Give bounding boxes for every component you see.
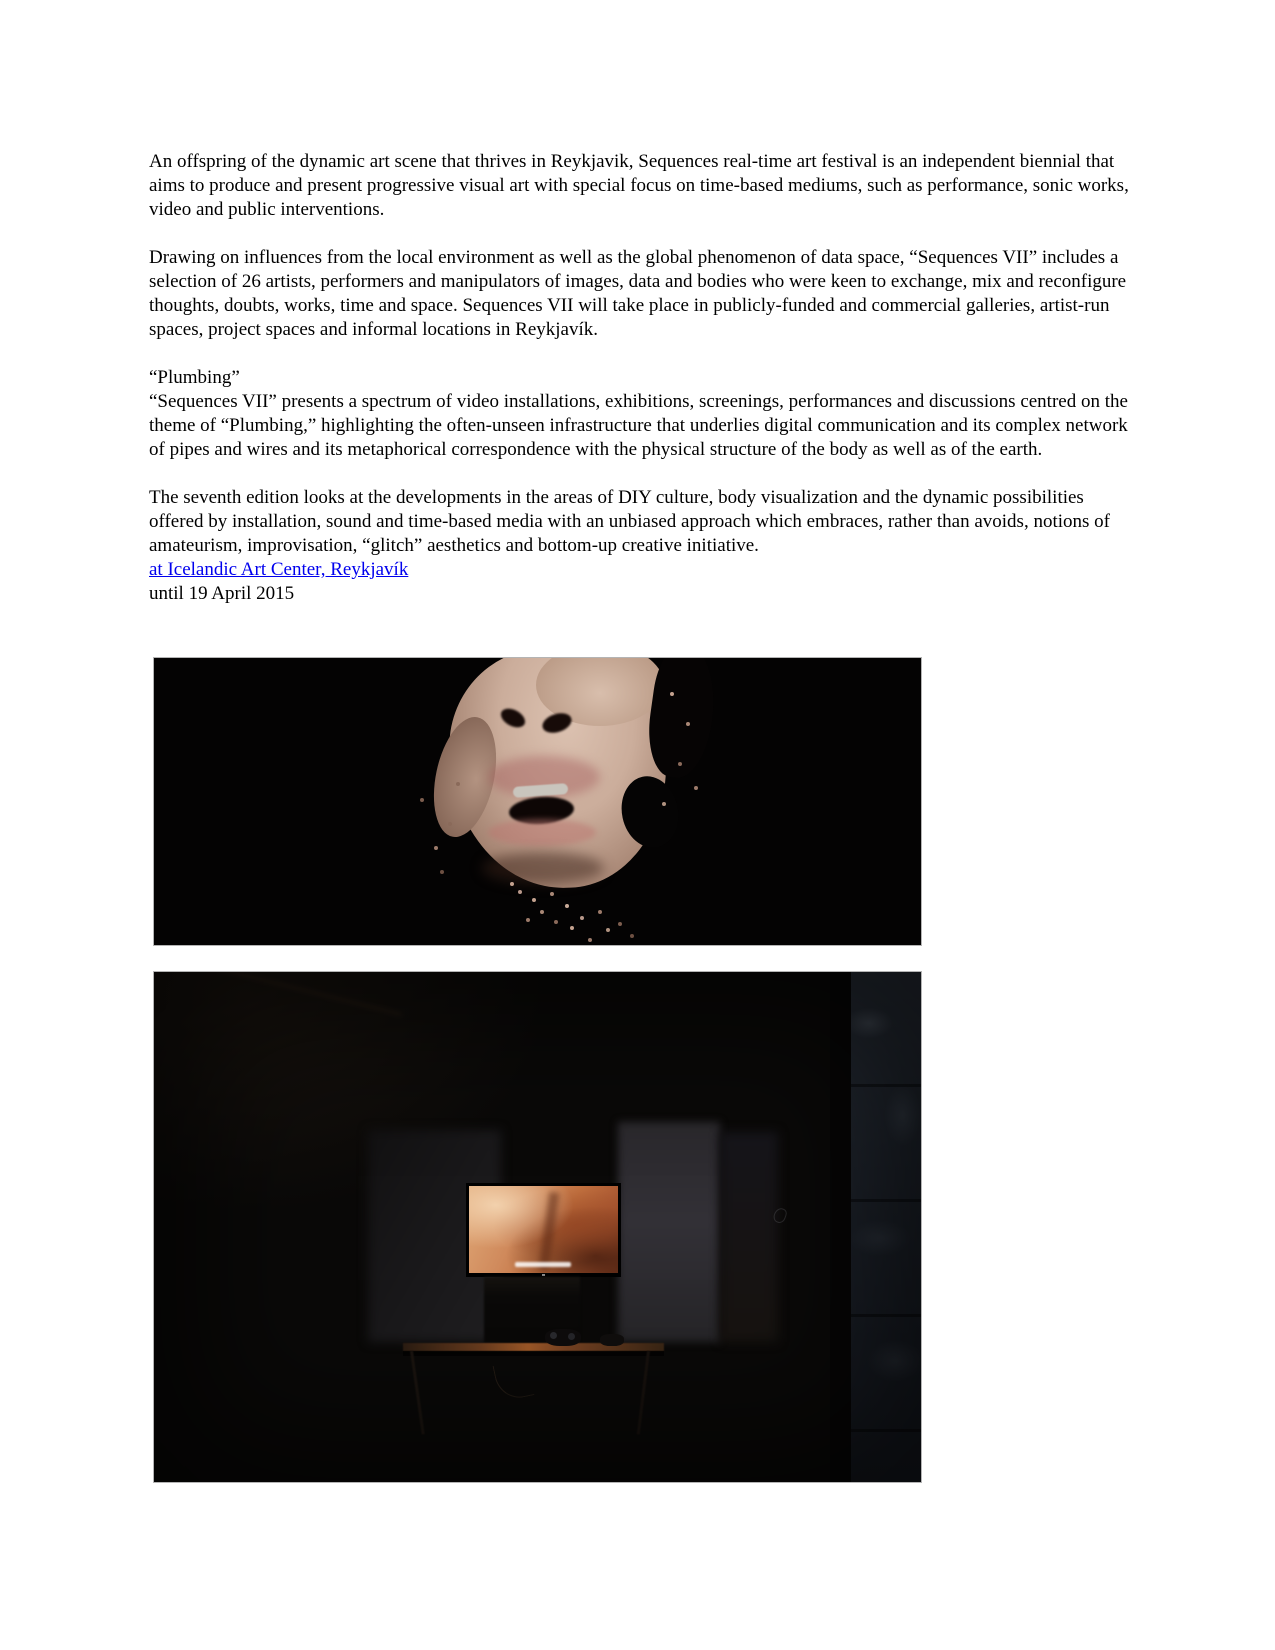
plumbing-heading: “Plumbing” (149, 367, 240, 388)
face-video-still-image (153, 657, 922, 946)
venue-link[interactable]: at Icelandic Art Center, Reykjavík (149, 559, 409, 580)
chin-shading (482, 852, 604, 884)
vignette (154, 972, 922, 1483)
lower-lip (488, 819, 596, 846)
venue-line (149, 558, 1134, 582)
scattered-points (510, 882, 514, 886)
date-line: until 19 April 2015 (149, 583, 295, 604)
paragraph-intro: An offspring of the dynamic art scene that thrives in Reykjavik, Sequences real-time art festival is an independent biennial that aims to produce and present progressive visual art with special focus on time-based mediums, such as performance, sonic works, video and public interventions. (149, 151, 1129, 220)
paragraph-plumbing (149, 366, 1134, 462)
installation-view-image (153, 971, 922, 1483)
plumbing-text: “Sequences VII” presents a spectrum of video installations, exhibitions, screenings, performances and discussions centred on the theme of “Plumbing,” highlighting the often-unseen infrastructure that underlies digital communication and its complex network of pipes and wires and its metaphorical correspondence with the physical structure of the body as well as of the earth. (149, 391, 1128, 460)
paragraph-influences: Drawing on influences from the local environment as well as the global phenomenon of data space, “Sequences VII” includes a selection of 26 artists, performers and manipulators of images, data and bodies who were keen to exchange, mix and reconfigure thoughts, doubts, works, time and space. Sequences VII will take place in publicly-funded and commercial galleries, artist-run spaces, project spaces and informal locations in Reykjavík. (149, 247, 1127, 340)
article-body (149, 150, 1134, 606)
paragraph-seventh-edition: The seventh edition looks at the developments in the areas of DIY culture, body visualization and the dynamic possibilities offered by installation, sound and time-based media with an unbiased approach which embraces, rather than avoids, notions of amateurism, improvisation, “glitch” aesthetics and bottom-up creative initiative. (149, 487, 1110, 556)
